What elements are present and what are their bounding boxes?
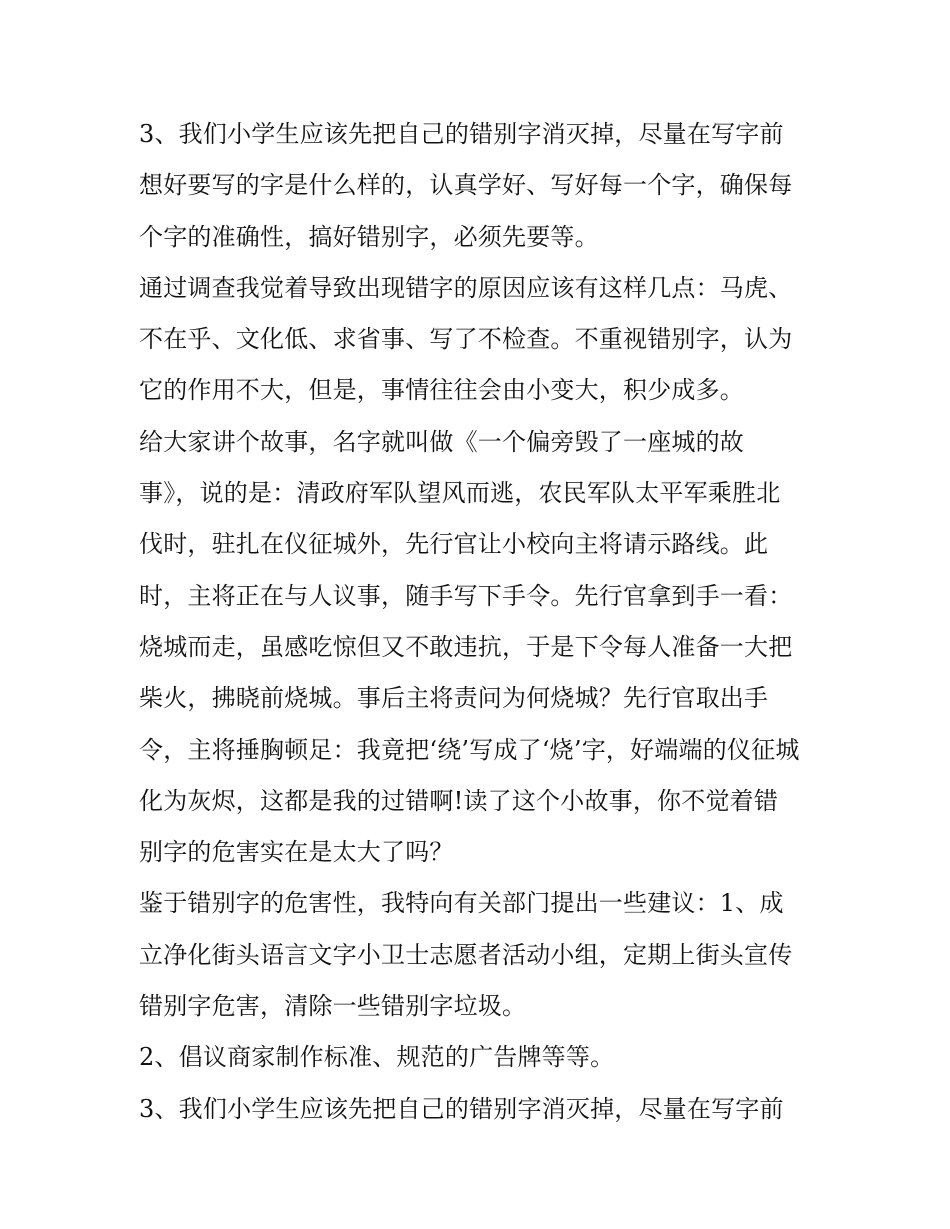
document-body (139, 109, 829, 1135)
text-line: 立净化街头语言文字小卫士志愿者活动小组，定期上街头宣传 (139, 940, 793, 969)
text-line: 令，主将捶胸顿足：我竟把‘绕’写成了‘烧’字，好端端的仪征城 (139, 735, 800, 764)
text-line: 柴火，拂晓前烧城。事后主将责问为何烧城？先行官取出手 (139, 684, 769, 713)
text-line: 时，主将正在与人议事，随手写下手令。先行官拿到手一看： (139, 581, 793, 610)
text-line: 伐时，驻扎在仪征城外，先行官让小校向主将请示路线。此 (139, 530, 769, 559)
text-line: 别字的危害实在是太大了吗？ (139, 838, 454, 867)
text-line: 不在乎、文化低、求省事、写了不检查。不重视错别字，认为 (139, 325, 793, 354)
text-line: 通过调查我觉着导致出现错字的原因应该有这样几点：马虎、 (139, 273, 793, 302)
text-line: 烧城而走，虽感吃惊但又不敢违抗，于是下令每人准备一大把 (139, 632, 793, 661)
text-line: 想好要写的字是什么样的，认真学好、写好每一个字，确保每 (139, 171, 793, 200)
text-line: 个字的准确性，搞好错别字，必须先要等。 (139, 222, 599, 251)
text-line: 化为灰烬，这都是我的过错啊!读了这个小故事，你不觉着错 (139, 786, 779, 815)
text-line: 3、我们小学生应该先把自己的错别字消灭掉，尽量在写字前 (139, 1094, 784, 1123)
text-line: 给大家讲个故事，名字就叫做《一个偏旁毁了一座城的故 (139, 427, 744, 456)
text-line: 2、倡议商家制作标准、规范的广告牌等等。 (139, 1043, 615, 1072)
text-line: 错别字危害，清除一些错别字垃圾。 (139, 992, 527, 1021)
text-line: 3、我们小学生应该先把自己的错别字消灭掉，尽量在写字前 (139, 120, 784, 148)
text-line: 鉴于错别字的危害性，我特向有关部门提出一些建议：1、成 (139, 889, 784, 918)
text-line: 事》，说的是：清政府军队望风而逃，农民军队太平军乘胜北 (139, 479, 781, 508)
text-line: 它的作用不大，但是，事情往往会由小变大，积少成多。 (139, 376, 744, 405)
